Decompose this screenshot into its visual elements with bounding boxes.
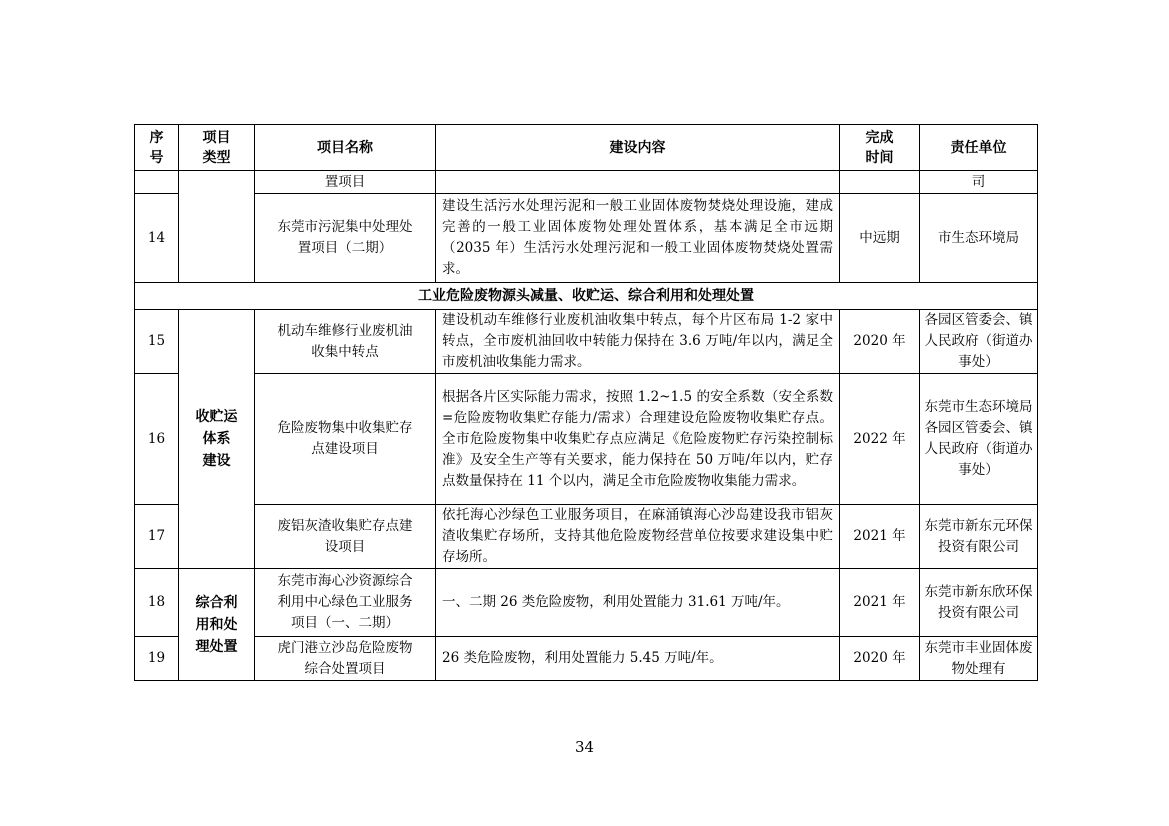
row-time: 2020 年 — [840, 310, 920, 374]
row-name: 机动车维修行业废机油 收集中转点 — [255, 310, 436, 374]
row-unit: 市生态环境局 — [920, 194, 1038, 283]
row-name: 置项目 — [255, 171, 436, 194]
row-time: 中远期 — [840, 194, 920, 283]
header-content: 建设内容 — [436, 125, 840, 171]
row-name: 危险废物集中收集贮存 点建设项目 — [255, 374, 436, 505]
type-cell-empty — [179, 171, 255, 283]
table-row — [135, 310, 1038, 374]
row-content: 26 类危险废物，利用处置能力 5.45 万吨/年。 — [436, 637, 840, 681]
row-content: 一、二期 26 类危险废物，利用处置能力 31.61 万吨/年。 — [436, 569, 840, 637]
row-content: 依托海心沙绿色工业服务项目，在麻涌镇海心沙岛建设我市铝灰渣收集贮存场所，支持其他危险废物经营单位按要求建设集中贮存场所。 — [436, 505, 840, 569]
project-table — [134, 124, 1038, 681]
row-unit: 各园区管委会、镇人民政府（街道办事处） — [920, 310, 1038, 374]
row-unit: 东莞市丰业固体废物处理有 — [920, 637, 1038, 681]
row-name: 东莞市污泥集中处理处 置项目（二期） — [255, 194, 436, 283]
header-unit: 责任单位 — [920, 125, 1038, 171]
row-time: 2021 年 — [840, 569, 920, 637]
row-no: 14 — [135, 194, 179, 283]
header-no: 序 号 — [135, 125, 179, 171]
row-content: 建设机动车维修行业废机油收集中转点，每个片区布局 1-2 家中转点，全市废机油回收中转能力保持在 3.6 万吨/年以内，满足全市废机油收集能力需求。 — [436, 310, 840, 374]
row-time: 2022 年 — [840, 374, 920, 505]
header-time: 完成 时间 — [840, 125, 920, 171]
table-row — [135, 171, 1038, 194]
section-row — [135, 283, 1038, 310]
row-time — [840, 171, 920, 194]
table-row — [135, 637, 1038, 681]
row-unit: 东莞市新东欣环保投资有限公司 — [920, 569, 1038, 637]
row-name: 废铝灰渣收集贮存点建 设项目 — [255, 505, 436, 569]
row-no: 18 — [135, 569, 179, 637]
row-unit: 东莞市生态环境局 各园区管委会、镇人民政府（街道办事处） — [920, 374, 1038, 505]
row-content — [436, 171, 840, 194]
row-content: 建设生活污水处理污泥和一般工业固体废物焚烧处理设施，建成完善的一般工业固体废物处理处置体系，基本满足全市远期（2035 年）生活污水处理污泥和一般工业固体废物焚烧处置需求。 — [436, 194, 840, 283]
row-unit: 东莞市新东元环保投资有限公司 — [920, 505, 1038, 569]
row-no: 19 — [135, 637, 179, 681]
table-row — [135, 505, 1038, 569]
row-no: 16 — [135, 374, 179, 505]
table-row — [135, 569, 1038, 637]
header-type: 项目 类型 — [179, 125, 255, 171]
table-row — [135, 374, 1038, 505]
row-name: 虎门港立沙岛危险废物 综合处置项目 — [255, 637, 436, 681]
row-time: 2021 年 — [840, 505, 920, 569]
page-number: 34 — [574, 738, 595, 756]
row-content: 根据各片区实际能力需求，按照 1.2~1.5 的安全系数（安全系数=危险废物收集贮存能力/需求）合理建设危险废物收集贮存点。全市危险废物集中收集贮存点应满足《危险废物贮存污染控制标准》及安全生产等有关要求，能力保持在 50 万吨/年以内，贮存点数量保持在 11 个以内，满足全市危险废物收集能力需求。 — [436, 374, 840, 505]
category-utilization: 综合利 用和处 理处置 — [179, 569, 255, 681]
section-title: 工业危险废物源头减量、收贮运、综合利用和处理处置 — [135, 283, 1038, 310]
row-no: 15 — [135, 310, 179, 374]
table-header-row — [135, 125, 1038, 171]
row-time: 2020 年 — [840, 637, 920, 681]
category-collection: 收贮运 体系 建设 — [179, 310, 255, 569]
row-no: 17 — [135, 505, 179, 569]
table-row — [135, 194, 1038, 283]
row-unit: 司 — [920, 171, 1038, 194]
header-name: 项目名称 — [255, 125, 436, 171]
row-name: 东莞市海心沙资源综合 利用中心绿色工业服务 项目（一、二期） — [255, 569, 436, 637]
row-no — [135, 171, 179, 194]
